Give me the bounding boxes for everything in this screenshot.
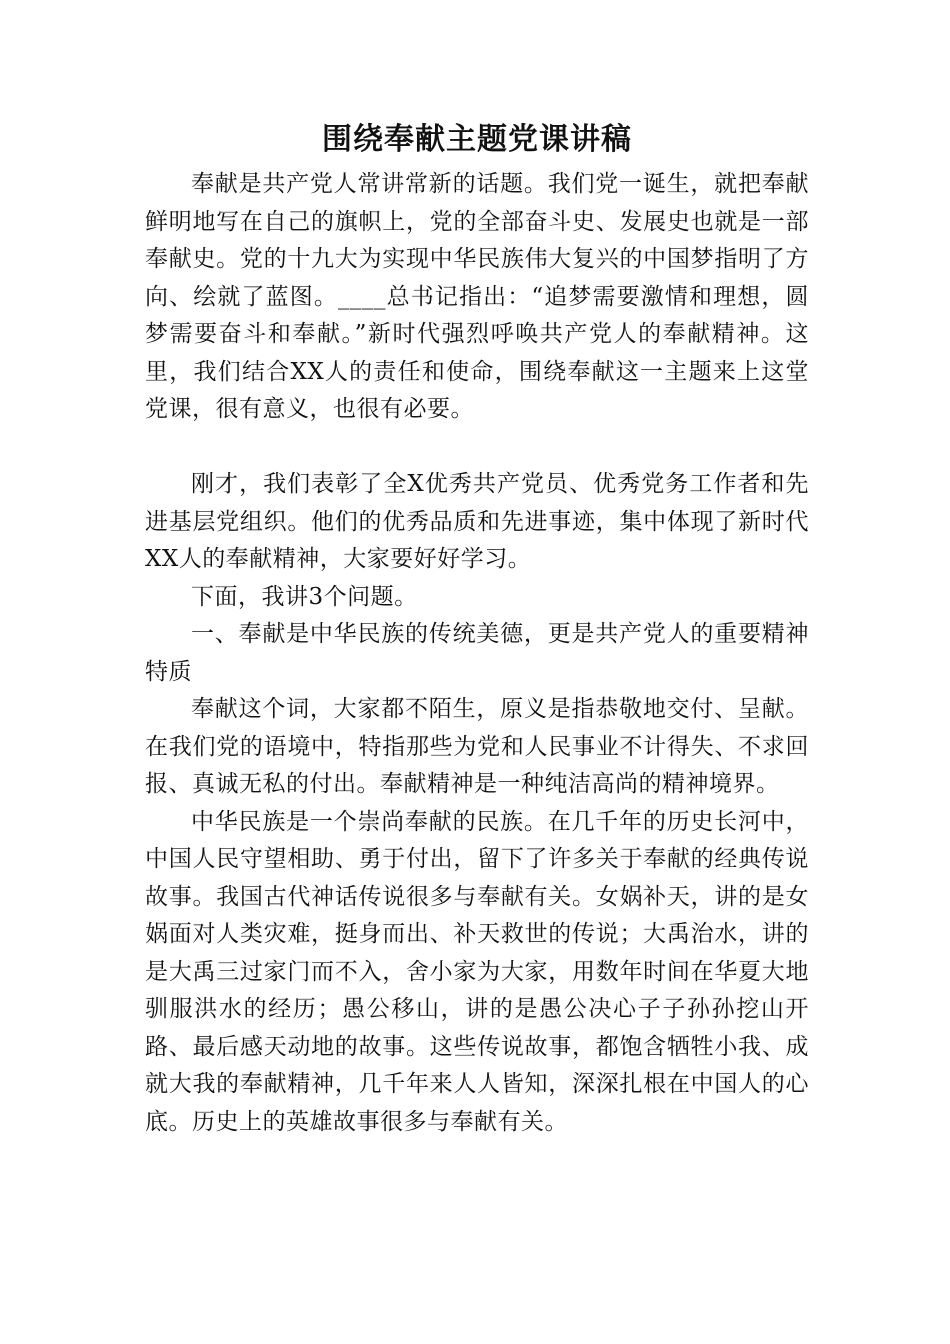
paragraph-spacer — [145, 429, 809, 467]
section-heading-1: 一、奉献是中华民族的传统美德，更是共产党人的重要精神特质 — [145, 621, 809, 685]
paragraph-history: 中华民族是一个崇尚奉献的民族。在几千年的历史长河中，中国人民守望相助、勇于付出，留下了许多关于奉献的经典传说故事。我国古代神话传说很多与奉献有关。女娲补天，讲的是女娲面对人类灾难，挺身而出、补天救世的传说；大禹治水，讲的是大禹三过家门而不入，舍小家为大家，用数年时间在华夏大地驯服洪水的经历；愚公移山，讲的是愚公决心子子孙孙挖山开路、最后感天动地的故事。这些传说故事，都饱含牺牲小我、成就大我的奉献精神，几千年来人人皆知，深深扎根在中国人的心底。历史上的英雄故事很多与奉献有关。 — [145, 808, 809, 1135]
paragraph-definition: 奉献这个词，大家都不陌生，原义是指恭敬地交付、呈献。在我们党的语境中，特指那些为党和人民事业不计得失、不求回报、真诚无私的付出。奉献精神是一种纯洁高尚的精神境界。 — [145, 696, 809, 797]
paragraph-outline: 下面，我讲3个问题。 — [191, 583, 418, 610]
paragraph-commendation: 刚才，我们表彰了全X优秀共产党员、优秀党务工作者和先进基层党组织。他们的优秀品质和先进事迹，集中体现了新时代XX人的奉献精神，大家要好好学习。 — [145, 471, 809, 572]
document-title: 围绕奉献主题党课讲稿 — [322, 122, 632, 157]
document-page — [145, 118, 809, 1141]
paragraph-intro: 奉献是共产党人常讲常新的话题。我们党一诞生，就把奉献鲜明地写在自己的旗帜上，党的全部奋斗史、发展史也就是一部奉献史。党的十九大为实现中华民族伟大复兴的中国梦指明了方向、绘就了蓝图。____总书记指出：“追梦需要激情和理想，圆梦需要奋斗和奉献。”新时代强烈呼唤共产党人的奉献精神。这里，我们结合XX人的责任和使命，围绕奉献这一主题来上这堂党课，很有意义，也很有必要。 — [145, 171, 809, 422]
